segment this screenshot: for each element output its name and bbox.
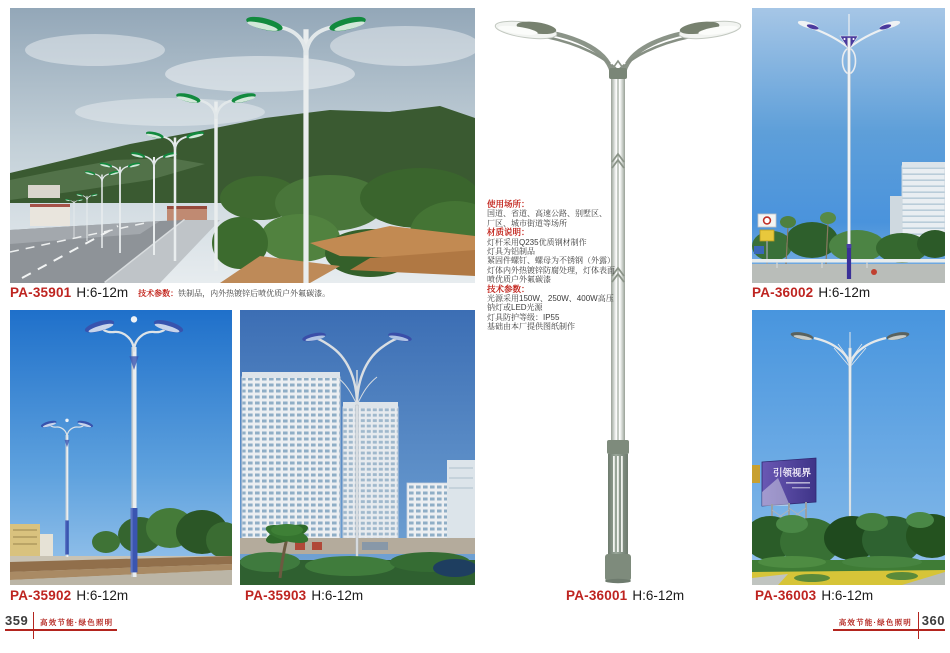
billboard-text: 引领视界 [772, 468, 812, 479]
tech-note-text: 铁制品，内外热镀锌后喷优质户外氟碳漆。 [178, 289, 331, 298]
product-height: H:6-12m [632, 588, 685, 603]
spec-line: 厂区、城市街道等场所 [487, 218, 567, 228]
product-label-pa35902 [10, 588, 128, 603]
product-code: PA-36003 [755, 588, 817, 603]
spec-line: 灯具为铝制品 [487, 247, 535, 257]
footer-rule-right [833, 629, 945, 631]
spec-line: 灯杆采用Q235优质钢材制作 [487, 237, 587, 247]
product-code: PA-35901 [10, 285, 72, 300]
product-code: PA-36002 [752, 285, 814, 300]
spec-line: 钠灯或LED光源 [487, 303, 543, 313]
spec-line: 基础由本厂提供图纸制作 [487, 322, 575, 332]
spec-section-title: 使用场所： [487, 199, 530, 209]
product-label-pa36003 [755, 588, 873, 603]
product-height: H:6-12m [818, 285, 871, 300]
city-scene-illustration [240, 310, 475, 585]
product-label-pa35903 [245, 588, 363, 603]
photo-pa35901 [10, 8, 475, 283]
lamp-head-right [678, 17, 742, 42]
spec-section-title: 材质说明： [487, 227, 530, 238]
page-number-left: 359 [5, 613, 29, 628]
product-label-pa35901 [10, 285, 330, 302]
product-code: PA-35903 [245, 588, 307, 603]
highway-scene-illustration [752, 8, 945, 283]
spec-line: 光源采用150W、250W、400W高压 [487, 294, 614, 304]
hedge-flowerbed [752, 556, 945, 585]
spec-line: 喷优质户外氟碳漆 [487, 275, 551, 285]
spec-line: 国道、省道、高速公路、别墅区、 [487, 209, 607, 219]
product-label-pa36002 [752, 285, 870, 300]
avenue-scene-illustration [10, 310, 232, 585]
footer-slogan-right: 高效节能·绿色照明 [838, 618, 912, 627]
footer-rule-left [5, 629, 117, 631]
footer-divider-right [918, 612, 919, 639]
footer-slogan-left: 高效节能·绿色照明 [40, 618, 114, 627]
product-height: H:6-12m [76, 285, 129, 300]
lamp-head-left [494, 17, 558, 42]
product-label-pa36001 [566, 588, 684, 603]
product-height: H:6-12m [821, 588, 874, 603]
spec-line: 灯体内外热镀锌防腐处理，灯体表面 [487, 265, 615, 275]
photo-pa35903 [240, 310, 475, 585]
spec-line: 紧固件螺钉、螺母为不锈钢（外露） [487, 256, 615, 266]
footer-right [833, 612, 945, 642]
street-scene-illustration [10, 8, 475, 283]
tech-note-label: 技术参数： [138, 289, 179, 298]
product-height: H:6-12m [311, 588, 364, 603]
roadside-scene-illustration [752, 310, 945, 585]
spec-section-title: 技术参数： [487, 283, 530, 294]
page-number-right: 360 [921, 613, 945, 628]
spec-text-block [487, 200, 619, 332]
ground [10, 556, 232, 585]
footer-left [5, 612, 117, 642]
product-code: PA-35902 [10, 588, 72, 603]
photo-pa35902 [10, 310, 232, 585]
photo-pa36003 [752, 310, 945, 585]
product-code: PA-36001 [566, 588, 628, 603]
footer-divider-left [33, 612, 34, 639]
spec-line: 灯具防护等级：IP55 [487, 312, 560, 322]
photo-pa36002 [752, 8, 945, 283]
product-height: H:6-12m [76, 588, 129, 603]
